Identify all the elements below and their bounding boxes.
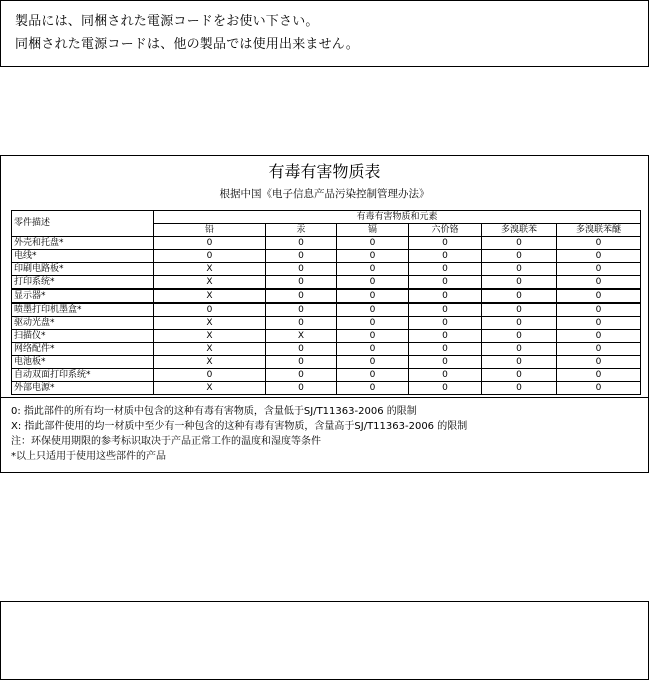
note-line-remark: 注：环保使用期限的参考标识取决于产品正常工作的温度和湿度等条件 [11,436,321,447]
substance-value-cell: 0 [482,289,557,303]
part-name-cell: 电线* [12,250,154,263]
substance-value-cell: 0 [154,250,266,263]
substance-value-cell: X [154,356,266,369]
substance-value-cell: 0 [557,263,641,276]
substance-value-cell: 0 [154,237,266,250]
substance-header-cell: 六价铬 [409,224,482,237]
substance-value-cell: 0 [337,276,409,290]
substance-value-cell: 0 [409,317,482,330]
substance-value-cell: 0 [557,250,641,263]
substance-group-header: 有毒有害物质和元素 [154,211,641,224]
table-row [12,343,641,356]
substance-value-cell: 0 [482,330,557,343]
substance-value-cell: 0 [154,303,266,317]
substance-value-cell: 0 [482,237,557,250]
table-title: 有毒有害物质表 [268,162,381,181]
substance-value-cell: X [154,263,266,276]
table-row [12,356,641,369]
notice-line-1: 製品には、同梱された電源コードをお使い下さい。 [15,14,319,29]
table-notes [11,404,638,464]
substance-value-cell: 0 [266,276,337,290]
hazardous-substances-panel [0,155,649,473]
substance-table [11,210,641,395]
substance-value-cell: 0 [557,289,641,303]
substance-value-cell: 0 [337,343,409,356]
part-name-cell: 扫描仪* [12,330,154,343]
substance-value-cell: 0 [482,343,557,356]
table-row [12,303,641,317]
substance-value-cell: 0 [557,303,641,317]
substance-value-cell: 0 [557,369,641,382]
substance-value-cell: 0 [409,250,482,263]
substance-value-cell: 0 [266,382,337,395]
substance-value-cell: 0 [409,356,482,369]
substance-value-cell: 0 [337,303,409,317]
substance-value-cell: 0 [482,369,557,382]
substance-value-cell: 0 [482,263,557,276]
part-name-cell: 外部电源* [12,382,154,395]
substance-value-cell: 0 [266,343,337,356]
table-row [12,237,641,250]
substance-value-cell: 0 [557,356,641,369]
table-row [12,369,641,382]
table-subtitle: 根据中国《电子信息产品污染控制管理办法》 [219,188,430,200]
substance-value-cell: 0 [409,289,482,303]
substance-value-cell: 0 [337,237,409,250]
substance-value-cell: 0 [337,263,409,276]
power-cord-notice [0,0,649,67]
table-row [12,382,641,395]
substance-value-cell: 0 [337,369,409,382]
substance-value-cell: X [154,317,266,330]
substance-value-cell: 0 [557,317,641,330]
substance-value-cell: 0 [409,382,482,395]
substance-value-cell: X [154,343,266,356]
substance-value-cell: X [154,276,266,290]
substance-value-cell: X [154,289,266,303]
substance-value-cell: X [154,330,266,343]
substance-value-cell: 0 [266,289,337,303]
substance-value-cell: 0 [409,369,482,382]
substance-value-cell: 0 [409,276,482,290]
substance-value-cell: 0 [557,382,641,395]
substance-value-cell: 0 [337,330,409,343]
substance-value-cell: 0 [337,289,409,303]
substance-value-cell: 0 [266,303,337,317]
part-name-cell: 显示器* [12,289,154,303]
substance-value-cell: 0 [409,237,482,250]
substance-header-cell: 铅 [154,224,266,237]
substance-value-cell: 0 [557,237,641,250]
substance-value-cell: 0 [154,369,266,382]
part-name-cell: 外壳和托盘* [12,237,154,250]
part-name-cell: 电池板* [12,356,154,369]
substance-value-cell: 0 [266,250,337,263]
note-line-x: X: 指此部件使用的均一材质中至少有一种包含的这种有毒有害物质，含量高于SJ/T11363-2006 的限制 [11,421,468,432]
substance-value-cell: 0 [266,369,337,382]
substance-value-cell: 0 [557,343,641,356]
substance-value-cell: 0 [409,303,482,317]
substance-header-cell: 镉 [337,224,409,237]
substance-value-cell: 0 [557,330,641,343]
substance-value-cell: 0 [482,276,557,290]
table-body [12,237,641,395]
substance-value-cell: 0 [482,303,557,317]
substance-value-cell: 0 [337,317,409,330]
substance-value-cell: 0 [266,317,337,330]
substance-value-cell: X [154,382,266,395]
substance-value-cell: X [266,330,337,343]
part-name-cell: 喷墨打印机墨盒* [12,303,154,317]
substance-value-cell: 0 [337,382,409,395]
substance-value-cell: 0 [557,276,641,290]
substance-header-cell: 多溴联苯醚 [557,224,641,237]
substance-value-cell: 0 [409,330,482,343]
table-row [12,330,641,343]
part-name-cell: 印刷电路板* [12,263,154,276]
empty-notice-box [0,601,649,680]
table-row [12,263,641,276]
notice-line-2: 同梱された電源コードは、他の製品では使用出来ません。 [15,37,359,52]
note-line-asterisk: *以上只适用于使用这些部件的产品 [11,451,166,462]
substance-value-cell: 0 [266,356,337,369]
substance-header-cell: 多溴联苯 [482,224,557,237]
substance-value-cell: 0 [266,263,337,276]
substance-value-cell: 0 [266,237,337,250]
substance-value-cell: 0 [409,263,482,276]
substance-header-cell: 汞 [266,224,337,237]
part-column-header: 零件描述 [12,211,154,237]
substance-value-cell: 0 [337,356,409,369]
table-row [12,289,641,303]
part-name-cell: 打印系统* [12,276,154,290]
substance-value-cell: 0 [482,382,557,395]
table-row [12,317,641,330]
substance-value-cell: 0 [409,343,482,356]
note-line-zero: 0: 指此部件的所有均一材质中包含的这种有毒有害物质，含量低于SJ/T11363-2006 的限制 [11,406,417,417]
substance-value-cell: 0 [337,250,409,263]
table-row [12,250,641,263]
substance-value-cell: 0 [482,356,557,369]
substance-value-cell: 0 [482,250,557,263]
table-row [12,276,641,290]
substance-value-cell: 0 [482,317,557,330]
part-name-cell: 自动双面打印系统* [12,369,154,382]
table-footer-divider [1,397,648,398]
part-name-cell: 驱动光盘* [12,317,154,330]
part-name-cell: 网络配件* [12,343,154,356]
